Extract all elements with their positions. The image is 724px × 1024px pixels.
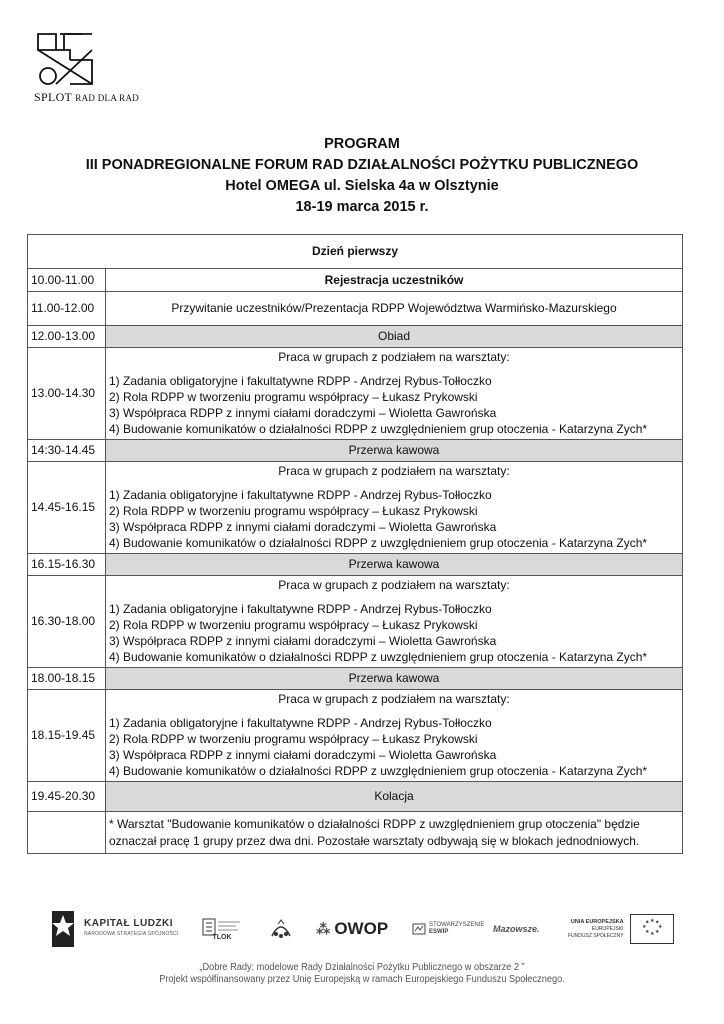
workshop-cell <box>106 348 683 440</box>
project-footer <box>29 962 695 986</box>
tlok-logo <box>202 906 242 952</box>
header-line-program: PROGRAM <box>324 136 400 152</box>
table-row <box>28 269 683 292</box>
workshop-heading: Praca w grupach z podziałem na warsztaty: <box>278 578 510 593</box>
table-row <box>28 554 683 576</box>
time-cell: 14.45-16.15 <box>28 462 106 554</box>
header-line-date: 18-19 marca 2015 r. <box>295 199 429 215</box>
svg-text:★: ★ <box>657 924 663 930</box>
crest-logo <box>266 906 296 952</box>
workshop-item: 2) Rola RDPP w tworzeniu programu współpracy – Łukasz Prykowski <box>109 503 478 518</box>
owop-dots-icon: ⁂ <box>316 920 331 937</box>
svg-text:★: ★ <box>641 924 647 930</box>
workshop-cell <box>106 690 683 782</box>
kapital-ludzki-logo <box>50 906 179 952</box>
time-cell: 16.30-18.00 <box>28 576 106 668</box>
table-row <box>28 668 683 690</box>
tlok-text: TLOK <box>212 933 232 941</box>
time-cell: 10.00-11.00 <box>28 269 106 292</box>
kapital-ludzki-title: KAPITAŁ LUDZKI <box>84 918 174 929</box>
table-row <box>28 576 683 668</box>
logo-text <box>34 90 139 105</box>
event-cell: Kolacja <box>106 782 683 812</box>
workshop-item: 3) Współpraca RDPP z innymi ciałami doradczymi – Wioletta Gawrońska <box>109 520 497 535</box>
event-cell: Przerwa kawowa <box>106 440 683 462</box>
event-cell: Obiad <box>106 326 683 348</box>
eu-flag-icon <box>630 914 674 944</box>
crest-icon <box>266 914 296 944</box>
workshop-item: 4) Budowanie komunikatów o działalności RDPP z uwzględnieniem grup otoczenia - Katarzyna Zych* <box>109 422 648 437</box>
workshop-item: 1) Zadania obligatoryjne i fakultatywne RDPP - Andrzej Rybus-Tołłoczko <box>109 601 492 616</box>
workshop-item: 3) Współpraca RDPP z innymi ciałami doradczymi – Wioletta Gawrońska <box>109 634 497 649</box>
header-line-venue: Hotel OMEGA ul. Sielska 4a w Olsztynie <box>225 178 499 194</box>
svg-text:★: ★ <box>654 929 660 935</box>
workshop-item: 2) Rola RDPP w tworzeniu programu współpracy – Łukasz Prykowski <box>109 389 478 404</box>
event-cell: Przerwa kawowa <box>106 554 683 576</box>
table-row <box>28 235 683 269</box>
workshop-item: 2) Rola RDPP w tworzeniu programu współpracy – Łukasz Prykowski <box>109 617 478 632</box>
workshop-item: 1) Zadania obligatoryjne i fakultatywne RDPP - Andrzej Rybus-Tołłoczko <box>109 487 492 502</box>
workshop-item: 4) Budowanie komunikatów o działalności RDPP z uwzględnieniem grup otoczenia - Katarzyna Zych* <box>109 536 648 551</box>
logo-name: SPLOT <box>34 90 72 104</box>
workshop-heading: Praca w grupach z podziałem na warsztaty: <box>278 464 510 479</box>
eswip-text-1: STOWARZYSZENIE <box>429 922 485 928</box>
event-cell: Przerwa kawowa <box>106 668 683 690</box>
day-title: Dzień pierwszy <box>28 235 683 269</box>
svg-text:★: ★ <box>644 919 650 926</box>
svg-text:★: ★ <box>649 918 655 924</box>
workshop-cell <box>106 462 683 554</box>
sponsor-logos <box>50 906 680 952</box>
note-line: * Warsztat "Budowanie komunikatów o działalności RDPP z uwzględnieniem grup otoczenia" będzie <box>109 817 640 832</box>
ue-text-1: UNIA EUROPEJSKA <box>570 918 624 925</box>
mazowsze-logo <box>493 906 540 952</box>
table-row <box>28 812 683 854</box>
footer-line-project: „Dobre Rady: modelowe Rady Działalności Pożytku Publicznego w obszarze 2 ” <box>199 962 525 973</box>
ue-text-2: EUROPEJSKI <box>591 925 624 932</box>
eswip-text-2: ESWIP <box>429 929 449 935</box>
header-line-forum: III PONADREGIONALNE FORUM RAD DZIAŁALNOŚCI POŻYTKU PUBLICZNEGO <box>85 157 639 173</box>
time-cell: 18.00-18.15 <box>28 668 106 690</box>
program-header <box>0 134 724 218</box>
time-cell: 13.00-14.30 <box>28 348 106 440</box>
empty-time-cell <box>28 812 106 854</box>
workshop-cell <box>106 576 683 668</box>
table-row <box>28 292 683 326</box>
svg-text:★: ★ <box>644 929 650 935</box>
owop-text: OWOP <box>334 919 389 938</box>
logo-tagline: RAD DLA RAD <box>75 93 140 103</box>
kapital-ludzki-subtitle: NARODOWA STRATEGIA SPÓJNOŚCI <box>84 931 179 937</box>
eswip-icon <box>412 922 426 936</box>
event-cell: Przywitanie uczestników/Prezentacja RDPP Województwa Warmińsko-Mazurskiego <box>106 292 683 326</box>
svg-text:★: ★ <box>654 919 660 926</box>
footer-line-funding: Projekt współfinansowany przez Unię Europejską w ramach Europejskiego Funduszu Społecznego. <box>159 974 565 985</box>
table-row <box>28 462 683 554</box>
program-table <box>27 234 683 854</box>
table-row <box>28 782 683 812</box>
workshop-item: 1) Zadania obligatoryjne i fakultatywne RDPP - Andrzej Rybus-Tołłoczko <box>109 373 492 388</box>
workshop-item: 4) Budowanie komunikatów o działalności RDPP z uwzględnieniem grup otoczenia - Katarzyna Zych* <box>109 650 648 665</box>
time-cell: 16.15-16.30 <box>28 554 106 576</box>
time-cell: 19.45-20.30 <box>28 782 106 812</box>
event-cell: Rejestracja uczestników <box>106 269 683 292</box>
time-cell: 11.00-12.00 <box>28 292 106 326</box>
ue-efs-logo <box>568 906 674 952</box>
svg-text:★: ★ <box>649 931 655 937</box>
time-cell: 18.15-19.45 <box>28 690 106 782</box>
note-cell <box>106 812 683 854</box>
time-cell: 12.00-13.00 <box>28 326 106 348</box>
kapital-ludzki-icon <box>50 909 78 949</box>
time-cell: 14:30-14.45 <box>28 440 106 462</box>
workshop-item: 4) Budowanie komunikatów o działalności RDPP z uwzględnieniem grup otoczenia - Katarzyna Zych* <box>109 764 648 779</box>
table-row <box>28 326 683 348</box>
splot-logo <box>34 30 154 110</box>
table-row <box>28 440 683 462</box>
mazowsze-text: Mazowsze. <box>493 924 540 934</box>
eswip-logo <box>412 906 484 952</box>
workshop-item: 3) Współpraca RDPP z innymi ciałami doradczymi – Wioletta Gawrońska <box>109 406 497 421</box>
workshop-heading: Praca w grupach z podziałem na warsztaty: <box>278 350 510 365</box>
table-row <box>28 348 683 440</box>
workshop-item: 1) Zadania obligatoryjne i fakultatywne RDPP - Andrzej Rybus-Tołłoczko <box>109 715 492 730</box>
table-row <box>28 690 683 782</box>
workshop-item: 3) Współpraca RDPP z innymi ciałami doradczymi – Wioletta Gawrońska <box>109 748 497 763</box>
splot-logo-icon <box>34 30 94 88</box>
note-line: oznaczał pracę 1 grupy przez dwa dni. Pozostałe warsztaty odbywają się w blokach jednodniowych. <box>109 833 640 848</box>
ue-text-3: FUNDUSZ SPOŁECZNY <box>568 932 624 939</box>
workshop-heading: Praca w grupach z podziałem na warsztaty: <box>278 692 510 707</box>
owop-logo <box>316 906 388 952</box>
workshop-item: 2) Rola RDPP w tworzeniu programu współpracy – Łukasz Prykowski <box>109 731 478 746</box>
